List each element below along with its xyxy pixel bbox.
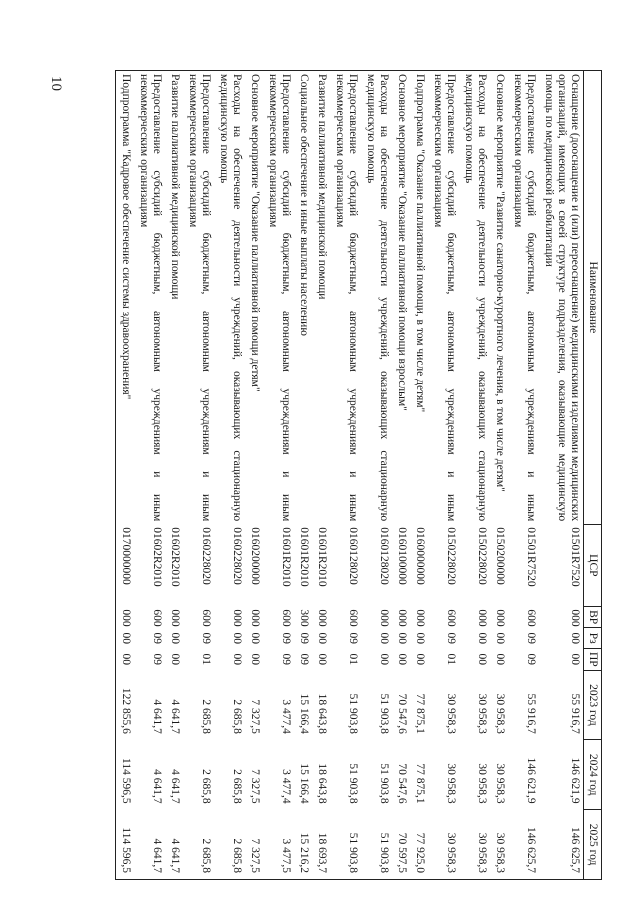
row-name: Основное мероприятие "Оказание паллиативной помощи взрослым" [392,71,410,525]
row-vr: 600 [151,609,163,627]
row-pr: 00 [396,653,408,665]
row-name: Подпрограмма "Кадровое обеспечение системы здравоохранения" [116,71,135,525]
row-rz: 09 [200,632,212,644]
table-row [539,71,584,880]
row-2024: 2 685,8 [200,769,212,804]
row-2024: 7 327,5 [249,769,261,804]
row-2024: 51 903,8 [347,763,359,804]
row-2025: 2 685,8 [214,810,245,880]
row-vr: 000 [316,609,328,627]
row-rz: 00 [378,632,390,644]
row-2024: 51 903,8 [378,763,390,804]
row-vr: 600 [445,609,457,627]
row-csr: 0160000000 [414,527,426,585]
row-pr: 01 [200,653,212,665]
row-rz: 09 [445,632,457,644]
row-rz: 00 [231,632,243,644]
table-row [490,71,508,880]
row-pr: 00 [494,653,506,665]
row-rz: 00 [494,632,506,644]
row-2025: 77 925,0 [410,810,428,880]
row-2024: 2 685,8 [231,769,243,804]
row-rz: 00 [316,632,328,644]
row-name: Основное мероприятие "Оказание паллиативной помощи детям" [245,71,263,525]
table-row [392,71,410,880]
row-csr: 01602R2010 [169,527,181,587]
row-pr: 00 [569,653,581,665]
row-pr: 00 [316,653,328,665]
header-name: Наименование [584,71,602,525]
row-2024: 70 547,6 [396,763,408,804]
header-2024: 2024 год [584,740,602,810]
row-vr: 000 [414,609,426,627]
table-row [410,71,428,880]
row-2025: 30 958,3 [428,810,459,880]
row-csr: 0150228020 [445,527,457,585]
row-2024: 18 643,8 [316,763,328,804]
row-csr: 01501R7520 [569,527,581,587]
row-pr: 00 [231,653,243,665]
row-2025: 70 597,5 [392,810,410,880]
row-rz: 09 [280,632,292,644]
row-csr: 0170000000 [116,524,135,606]
row-pr: 00 [249,653,261,665]
row-2023: 30 958,3 [445,693,457,734]
row-vr: 300 [298,609,310,627]
row-vr: 000 [249,609,261,627]
row-vr: 000 [396,609,408,627]
row-vr: 000 [569,609,581,627]
row-csr: 01601R2010 [298,527,310,587]
row-csr: 0160228020 [200,527,212,585]
row-vr: 600 [200,609,212,627]
row-2023: 3 477,4 [280,699,292,734]
header-rz: Рз [584,628,602,649]
row-name: Оснащение (дооснащение и (или) переоснащение) медицинскими изделиями медицинских организаций, имеющих в своей структуре подразделения, оказывающие медицинскую помощь по медицинской реабилитации [539,71,584,525]
row-rz: 09 [525,632,537,644]
row-2025: 146 625,7 [539,810,584,880]
row-name: Основное мероприятие "Развитие санаторно-курортного лечения, в том числе детям" [490,71,508,525]
row-2024: 30 958,3 [445,763,457,804]
row-rz: 00 [396,632,408,644]
row-pr: 00 [116,648,135,670]
row-csr: 0160128020 [378,527,390,585]
row-2024: 77 875,1 [414,763,426,804]
row-2023: 15 166,4 [298,693,310,734]
row-2024: 4 641,7 [169,769,181,804]
row-name: Предоставление субсидий бюджетным, автономным учреждениям и иным некоммерческим организациям [134,71,165,525]
row-2023: 4 641,7 [169,699,181,734]
row-rz: 00 [569,632,581,644]
row-2025: 114 596,5 [116,810,135,880]
row-2025: 3 477,5 [263,810,294,880]
row-rz: 09 [347,632,359,644]
row-pr: 09 [298,653,310,665]
row-vr: 000 [169,609,181,627]
table-row [183,71,214,880]
row-pr: 09 [280,653,292,665]
row-vr: 000 [378,609,390,627]
row-2025: 30 958,3 [459,810,490,880]
table-row [312,71,330,880]
row-2023: 51 903,8 [378,693,390,734]
table-row [134,71,165,880]
header-vr: ВР [584,606,602,628]
row-pr: 00 [169,653,181,665]
row-rz: 00 [169,632,181,644]
row-csr: 0160228020 [231,527,243,585]
table-row [165,71,183,880]
table-row [459,71,490,880]
table-body [116,71,584,880]
row-vr: 000 [476,609,488,627]
page-number: 10 [48,76,64,91]
row-csr: 01602R2010 [151,527,163,587]
row-csr: 01501R7520 [525,527,537,587]
row-pr: 09 [525,653,537,665]
row-vr: 000 [231,609,243,627]
table-row [361,71,392,880]
row-2023: 55 916,7 [525,693,537,734]
row-name: Предоставление субсидий бюджетным, автономным учреждениям и иным некоммерческим организациям [330,71,361,525]
row-csr: 0160100000 [396,527,408,585]
header-2023: 2023 год [584,670,602,740]
row-2023: 51 903,8 [347,693,359,734]
row-2024: 146 621,9 [525,757,537,804]
row-2023: 55 916,7 [569,693,581,734]
row-name: Расходы на обеспечение деятельности учреждений, оказывающих стационарную медицинскую помощь [214,71,245,525]
row-2023: 70 547,6 [396,693,408,734]
row-rz: 00 [116,628,135,649]
header-csr: ЦСР [584,524,602,606]
row-2025: 51 903,8 [330,810,361,880]
table-row [508,71,539,880]
row-name: Предоставление субсидий бюджетным, автономным учреждениям и иным некоммерческим организациям [508,71,539,525]
row-2023: 77 875,1 [414,693,426,734]
row-2025: 18 693,7 [312,810,330,880]
row-csr: 0150200000 [494,527,506,585]
table-row [245,71,263,880]
row-pr: 01 [445,653,457,665]
row-2023: 2 685,8 [231,699,243,734]
row-2023: 4 641,7 [151,699,163,734]
table-row [294,71,312,880]
row-name: Социальное обеспечение и иные выплаты населению [294,71,312,525]
row-rz: 00 [414,632,426,644]
row-name: Предоставление субсидий бюджетным, автономным учреждениям и иным некоммерческим организациям [183,71,214,525]
row-2025: 2 685,8 [183,810,214,880]
row-vr: 000 [116,606,135,628]
row-2024: 146 621,9 [569,757,581,804]
table-row [214,71,245,880]
table-row [428,71,459,880]
row-name: Развитие паллиативной медицинской помощи [312,71,330,525]
budget-table-page [112,70,602,880]
row-2025: 146 625,7 [508,810,539,880]
row-name: Предоставление субсидий бюджетным, автономным учреждениям и иным некоммерческим организациям [263,71,294,525]
row-csr: 0160128020 [347,527,359,585]
row-2025: 4 641,7 [134,810,165,880]
table-row [330,71,361,880]
row-2024: 15 166,4 [298,763,310,804]
row-csr: 0150228020 [476,527,488,585]
header-2025: 2025 год [584,810,602,880]
row-vr: 600 [525,609,537,627]
row-name: Расходы на обеспечение деятельности учреждений, оказывающих стационарную медицинскую помощь [361,71,392,525]
row-rz: 00 [249,632,261,644]
table-header-row [584,71,602,880]
row-2025: 7 327,5 [245,810,263,880]
row-2023: 7 327,5 [249,699,261,734]
row-rz: 09 [151,632,163,644]
row-2023: 30 958,3 [494,693,506,734]
row-csr: 01601R2010 [280,527,292,587]
row-2024: 30 958,3 [494,763,506,804]
row-name: Подпрограмма "Оказание паллиативной помощи, в том числе детям" [410,71,428,525]
row-2024: 30 958,3 [476,763,488,804]
row-pr: 00 [378,653,390,665]
row-2025: 30 958,3 [490,810,508,880]
row-vr: 600 [280,609,292,627]
row-2023: 30 958,3 [476,693,488,734]
row-2023: 122 855,6 [116,670,135,740]
row-pr: 00 [414,653,426,665]
row-2024: 114 596,5 [116,740,135,810]
row-2023: 2 685,8 [200,699,212,734]
row-2023: 18 643,8 [316,693,328,734]
row-rz: 09 [298,632,310,644]
row-2025: 4 641,7 [165,810,183,880]
row-name: Развитие паллиативной медицинской помощи [165,71,183,525]
budget-table [115,70,602,880]
table-row [263,71,294,880]
row-vr: 000 [494,609,506,627]
row-pr: 00 [476,653,488,665]
row-rz: 00 [476,632,488,644]
row-2025: 51 903,8 [361,810,392,880]
row-2025: 15 216,2 [294,810,312,880]
row-csr: 01601R2010 [316,527,328,587]
table-row [116,71,135,880]
row-name: Расходы на обеспечение деятельности учреждений, оказывающих стационарную медицинскую помощь [459,71,490,525]
row-2024: 4 641,7 [151,769,163,804]
row-vr: 600 [347,609,359,627]
row-pr: 01 [347,653,359,665]
row-name: Предоставление субсидий бюджетным, автономным учреждениям и иным некоммерческим организациям [428,71,459,525]
row-2024: 3 477,4 [280,769,292,804]
row-csr: 0160200000 [249,527,261,585]
header-pr: ПР [584,648,602,670]
row-pr: 09 [151,653,163,665]
